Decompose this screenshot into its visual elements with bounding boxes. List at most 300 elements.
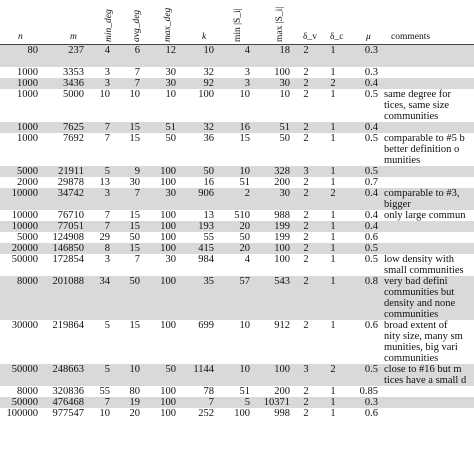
table-row (0, 320, 474, 364)
cell-min-s: 4 (216, 45, 252, 67)
cell-delta-v: 2 (303, 320, 309, 331)
cell-min-s: 10 (239, 320, 250, 331)
comment-line (384, 67, 472, 78)
cell-delta-v: 2 (303, 133, 309, 144)
cell-m: 21911 (40, 166, 86, 177)
cell-k: 699 (198, 320, 214, 331)
cell-m: 201088 (40, 276, 86, 320)
col-header-k: k (202, 32, 207, 42)
cell-n: 100000 (6, 408, 38, 419)
comment-line: better definition o (384, 144, 460, 155)
comment-line (384, 397, 472, 408)
cell-k: 7 (178, 397, 216, 408)
cell-min-deg: 8 (86, 243, 112, 254)
cell-max-s: 328 (252, 166, 292, 177)
col-header-m: m (70, 32, 77, 42)
cell-mu: 0.3 (364, 67, 378, 78)
cell-max-s: 100 (252, 243, 292, 254)
cell-min-deg: 3 (86, 188, 112, 210)
cell-n: 50000 (0, 397, 40, 408)
table-row (0, 122, 474, 133)
cell-m: 3436 (40, 78, 86, 89)
cell-max-s: 200 (274, 177, 290, 188)
cell-mu: 0.6 (364, 320, 378, 331)
cell-mu: 0.5 (346, 364, 380, 386)
cell-n: 1000 (17, 67, 38, 78)
cell-avg-deg: 50 (112, 276, 142, 320)
cell-delta-v: 2 (303, 210, 309, 221)
cell-avg-deg: 15 (112, 122, 142, 133)
comment-line: communities (384, 353, 439, 364)
cell-delta-c: 1 (330, 232, 336, 243)
cell-min-deg: 55 (99, 386, 110, 397)
cell-mu: 0.4 (346, 122, 380, 133)
cell-mu: 0.85 (359, 386, 378, 397)
comment-line (384, 78, 472, 89)
cell-comments (380, 232, 474, 243)
cell-avg-deg: 15 (112, 221, 142, 232)
cell-max-deg: 100 (142, 166, 178, 177)
cell-k: 55 (203, 232, 214, 243)
cell-n: 50000 (11, 254, 38, 265)
comment-line: only large commun (384, 210, 466, 221)
cell-max-deg: 100 (160, 408, 176, 419)
cell-max-deg: 30 (142, 78, 178, 89)
cell-comments (380, 78, 474, 89)
cell-min-s: 16 (216, 122, 252, 133)
cell-mu: 0.3 (346, 45, 380, 67)
comment-line (384, 243, 472, 254)
cell-avg-deg: 10 (112, 364, 142, 386)
comment-line: munities (384, 155, 421, 166)
comment-line: communities (384, 309, 439, 320)
cell-max-deg: 100 (142, 221, 178, 232)
comment-line (384, 166, 472, 177)
comment-line: nity size, many sm (384, 331, 463, 342)
cell-k: 193 (178, 221, 216, 232)
cell-comments (380, 133, 474, 166)
cell-delta-c: 1 (320, 243, 346, 254)
cell-max-deg: 30 (142, 188, 178, 210)
cell-min-s: 51 (239, 386, 250, 397)
cell-n: 10000 (0, 221, 40, 232)
cell-max-s: 100 (274, 67, 290, 78)
cell-delta-c: 1 (320, 45, 346, 67)
cell-mu: 0.6 (364, 232, 378, 243)
cell-n: 8000 (17, 386, 38, 397)
cell-m: 977547 (52, 408, 84, 419)
cell-min-deg: 7 (104, 210, 110, 221)
cell-n: 5000 (17, 232, 38, 243)
cell-delta-c: 2 (320, 188, 346, 210)
comment-line: broad extent of (384, 320, 448, 331)
cell-mu: 0.5 (346, 243, 380, 254)
cell-min-s: 57 (216, 276, 252, 320)
cell-delta-v: 2 (303, 232, 309, 243)
comment-line: comparable to #5 b (384, 133, 465, 144)
cell-min-s: 10 (239, 89, 250, 100)
cell-m: 237 (40, 45, 86, 67)
cell-max-deg: 51 (142, 122, 178, 133)
cell-n: 80 (0, 45, 40, 67)
comment-line: munities, big vari (384, 342, 458, 353)
cell-delta-c: 2 (320, 78, 346, 89)
cell-comments (380, 320, 474, 364)
cell-max-s: 199 (252, 221, 292, 232)
cell-m: 5000 (63, 89, 84, 100)
cell-n: 50000 (0, 364, 40, 386)
cell-max-s: 50 (279, 133, 290, 144)
comment-line: comparable to #3, (384, 188, 460, 199)
table-row (0, 188, 474, 210)
cell-k: 32 (203, 67, 214, 78)
cell-min-deg: 5 (104, 320, 110, 331)
comment-line: very bad defini (384, 276, 448, 287)
cell-comments (380, 177, 474, 188)
cell-max-s: 199 (274, 232, 290, 243)
cell-m: 146850 (40, 243, 86, 254)
cell-m: 3353 (63, 67, 84, 78)
cell-max-s: 30 (252, 188, 292, 210)
cell-max-s: 10 (279, 89, 290, 100)
cell-mu: 0.4 (346, 78, 380, 89)
cell-m: 476468 (40, 397, 86, 408)
cell-k: 906 (178, 188, 216, 210)
cell-m: 29878 (57, 177, 84, 188)
cell-n: 1000 (0, 122, 40, 133)
cell-comments (380, 254, 474, 276)
col-header-n: n (18, 32, 23, 42)
cell-comments (380, 386, 474, 397)
cell-min-deg: 3 (104, 67, 110, 78)
comment-line (384, 122, 472, 133)
col-header-delta-v: δ_v (303, 32, 317, 42)
cell-min-s: 5 (216, 397, 252, 408)
comment-line (384, 56, 472, 67)
cell-m: 77051 (40, 221, 86, 232)
cell-k: 13 (203, 210, 214, 221)
col-header-delta-c: δ_c (330, 32, 344, 42)
comment-line: same degree for (384, 89, 452, 100)
cell-k: 35 (178, 276, 216, 320)
cell-delta-v: 2 (303, 89, 309, 100)
cell-min-deg: 3 (86, 78, 112, 89)
cell-comments (380, 243, 474, 254)
cell-max-s: 10371 (252, 397, 292, 408)
cell-max-deg: 100 (160, 232, 176, 243)
comment-line: close to #16 but m (384, 364, 462, 375)
cell-delta-c: 1 (330, 254, 336, 265)
cell-max-deg: 100 (160, 386, 176, 397)
cell-max-deg: 100 (160, 210, 176, 221)
cell-k: 16 (203, 177, 214, 188)
cell-avg-deg: 6 (112, 45, 142, 67)
cell-min-s: 20 (216, 243, 252, 254)
cell-delta-c: 1 (320, 166, 346, 177)
comment-line (384, 177, 472, 188)
cell-avg-deg: 7 (112, 188, 142, 210)
cell-mu: 0.3 (346, 397, 380, 408)
cell-delta-v: 2 (292, 122, 320, 133)
cell-max-deg: 50 (165, 133, 176, 144)
cell-avg-deg: 7 (134, 67, 140, 78)
cell-delta-v: 2 (292, 221, 320, 232)
cell-k: 252 (198, 408, 214, 419)
table-row (0, 45, 474, 67)
cell-k: 78 (203, 386, 214, 397)
cell-min-s: 10 (216, 166, 252, 177)
table-row (0, 397, 474, 408)
cell-delta-v: 2 (303, 177, 309, 188)
cell-min-s: 15 (239, 133, 250, 144)
cell-max-deg: 100 (142, 397, 178, 408)
cell-max-s: 51 (252, 122, 292, 133)
cell-delta-c: 1 (320, 397, 346, 408)
cell-comments (380, 364, 474, 386)
cell-delta-v: 2 (303, 254, 309, 265)
cell-max-deg: 50 (142, 364, 178, 386)
cell-min-deg: 4 (86, 45, 112, 67)
cell-comments (380, 122, 474, 133)
cell-max-deg: 100 (160, 320, 176, 331)
table-row (0, 243, 474, 254)
cell-comments (380, 210, 474, 221)
cell-k: 50 (178, 166, 216, 177)
cell-m: 320836 (52, 386, 84, 397)
cell-max-s: 30 (252, 78, 292, 89)
cell-delta-c: 1 (330, 210, 336, 221)
table-row (0, 89, 474, 122)
cell-avg-deg: 15 (129, 133, 140, 144)
cell-min-deg: 10 (99, 89, 110, 100)
cell-k: 100 (198, 89, 214, 100)
table-row (0, 232, 474, 243)
cell-max-s: 200 (274, 386, 290, 397)
cell-avg-deg: 80 (129, 386, 140, 397)
cell-delta-c: 1 (330, 177, 336, 188)
table-row (0, 408, 474, 419)
cell-min-deg: 3 (104, 254, 110, 265)
cell-comments (380, 45, 474, 67)
cell-max-deg: 12 (142, 45, 178, 67)
cell-min-deg: 5 (86, 166, 112, 177)
cell-n: 1000 (17, 133, 38, 144)
cell-m: 7692 (63, 133, 84, 144)
cell-n: 2000 (17, 177, 38, 188)
cell-mu: 0.5 (364, 89, 378, 100)
cell-k: 92 (178, 78, 216, 89)
cell-m: 219864 (52, 320, 84, 331)
cell-delta-v: 2 (292, 397, 320, 408)
cell-min-s: 510 (234, 210, 250, 221)
cell-k: 1144 (178, 364, 216, 386)
col-header-min-s: min |S_i| (233, 8, 243, 42)
cell-avg-deg: 15 (129, 210, 140, 221)
col-header-max-deg: max_deg (163, 7, 173, 42)
cell-delta-c: 1 (320, 221, 346, 232)
cell-min-s: 100 (234, 408, 250, 419)
cell-comments (380, 276, 474, 320)
cell-delta-v: 2 (292, 188, 320, 210)
cell-n: 8000 (0, 276, 40, 320)
cell-delta-c: 1 (330, 133, 336, 144)
cell-n: 5000 (0, 166, 40, 177)
table-row (0, 177, 474, 188)
cell-delta-v: 2 (303, 408, 309, 419)
cell-m: 172854 (52, 254, 84, 265)
cell-min-s: 51 (239, 177, 250, 188)
table-header (0, 0, 474, 44)
cell-comments (380, 221, 474, 232)
table-row (0, 364, 474, 386)
table-row (0, 221, 474, 232)
table-row (0, 210, 474, 221)
cell-delta-c: 2 (320, 364, 346, 386)
cell-comments (380, 397, 474, 408)
cell-min-s: 3 (244, 67, 250, 78)
cell-m: 7625 (40, 122, 86, 133)
cell-max-s: 912 (274, 320, 290, 331)
cell-max-s: 988 (274, 210, 290, 221)
cell-delta-v: 2 (292, 276, 320, 320)
cell-max-deg: 100 (160, 177, 176, 188)
cell-mu: 0.5 (364, 254, 378, 265)
cell-n: 1000 (17, 89, 38, 100)
cell-delta-c: 1 (320, 122, 346, 133)
cell-delta-v: 3 (292, 166, 320, 177)
comment-line (384, 386, 472, 397)
results-table (0, 45, 474, 419)
cell-comments (380, 408, 474, 419)
cell-avg-deg: 19 (112, 397, 142, 408)
cell-max-s: 18 (252, 45, 292, 67)
cell-mu: 0.7 (364, 177, 378, 188)
cell-min-deg: 13 (99, 177, 110, 188)
cell-avg-deg: 15 (112, 243, 142, 254)
cell-max-s: 543 (252, 276, 292, 320)
cell-m: 248663 (40, 364, 86, 386)
comment-line (384, 221, 472, 232)
cell-min-deg: 10 (99, 408, 110, 419)
cell-mu: 0.4 (346, 221, 380, 232)
cell-delta-c: 1 (330, 67, 336, 78)
cell-m: 34742 (40, 188, 86, 210)
cell-min-deg: 7 (86, 397, 112, 408)
cell-n: 10000 (0, 188, 40, 210)
cell-min-deg: 7 (86, 122, 112, 133)
cell-m: 76710 (57, 210, 84, 221)
comment-line: tices have a small d (384, 375, 467, 386)
comment-line: communities but (384, 287, 455, 298)
cell-mu: 0.4 (346, 188, 380, 210)
cell-delta-c: 1 (330, 408, 336, 419)
cell-avg-deg: 7 (112, 78, 142, 89)
cell-k: 984 (198, 254, 214, 265)
cell-comments (380, 188, 474, 210)
comment-line: bigger (384, 199, 411, 210)
cell-k: 10 (178, 45, 216, 67)
cell-delta-c: 1 (330, 89, 336, 100)
cell-avg-deg: 30 (129, 177, 140, 188)
cell-avg-deg: 9 (112, 166, 142, 177)
cell-avg-deg: 50 (129, 232, 140, 243)
col-header-min-deg: min_deg (104, 9, 114, 42)
table-row (0, 133, 474, 166)
cell-min-s: 4 (244, 254, 250, 265)
cell-max-s: 100 (274, 254, 290, 265)
cell-min-s: 20 (216, 221, 252, 232)
table-row (0, 254, 474, 276)
cell-delta-c: 1 (320, 276, 346, 320)
comment-line (384, 408, 472, 419)
comment-line: tices, same size (384, 100, 450, 111)
table-row (0, 67, 474, 78)
cell-delta-v: 2 (292, 78, 320, 89)
cell-min-deg: 7 (104, 133, 110, 144)
table-row (0, 78, 474, 89)
table-row (0, 386, 474, 397)
cell-avg-deg: 10 (129, 89, 140, 100)
comment-line (384, 45, 472, 56)
cell-mu: 0.6 (364, 408, 378, 419)
cell-min-s: 10 (216, 364, 252, 386)
cell-max-s: 100 (252, 364, 292, 386)
table-row (0, 166, 474, 177)
cell-avg-deg: 7 (134, 254, 140, 265)
col-header-avg-deg: avg_deg (132, 9, 142, 42)
col-header-comments: comments (391, 32, 431, 42)
col-header-max-s: max |S_i| (275, 6, 285, 42)
cell-mu: 0.8 (346, 276, 380, 320)
cell-max-deg: 30 (165, 67, 176, 78)
cell-n: 30000 (11, 320, 38, 331)
cell-min-s: 50 (239, 232, 250, 243)
cell-delta-c: 1 (330, 386, 336, 397)
cell-avg-deg: 15 (129, 320, 140, 331)
cell-min-deg: 5 (86, 364, 112, 386)
cell-max-deg: 30 (165, 254, 176, 265)
cell-k: 32 (178, 122, 216, 133)
cell-k: 415 (178, 243, 216, 254)
cell-mu: 0.5 (364, 133, 378, 144)
cell-min-s: 3 (216, 78, 252, 89)
comment-line: low density with (384, 254, 454, 265)
cell-n: 10000 (11, 210, 38, 221)
cell-delta-v: 3 (292, 364, 320, 386)
cell-delta-v: 2 (292, 45, 320, 67)
comment-line: density and none (384, 298, 456, 309)
cell-delta-v: 2 (292, 243, 320, 254)
cell-max-deg: 100 (142, 276, 178, 320)
cell-min-deg: 29 (99, 232, 110, 243)
cell-delta-v: 2 (303, 386, 309, 397)
table-body (0, 45, 474, 419)
table-row (0, 276, 474, 320)
comment-line (384, 232, 472, 243)
cell-k: 36 (203, 133, 214, 144)
cell-min-deg: 7 (86, 221, 112, 232)
cell-n: 1000 (0, 78, 40, 89)
comment-line: communities (384, 111, 439, 122)
cell-delta-c: 1 (330, 320, 336, 331)
cell-m: 124908 (52, 232, 84, 243)
comment-line: small communities (384, 265, 464, 276)
cell-mu: 0.5 (346, 166, 380, 177)
cell-max-deg: 100 (142, 243, 178, 254)
cell-max-deg: 10 (165, 89, 176, 100)
cell-min-deg: 34 (86, 276, 112, 320)
col-header-mu: μ (366, 32, 371, 42)
